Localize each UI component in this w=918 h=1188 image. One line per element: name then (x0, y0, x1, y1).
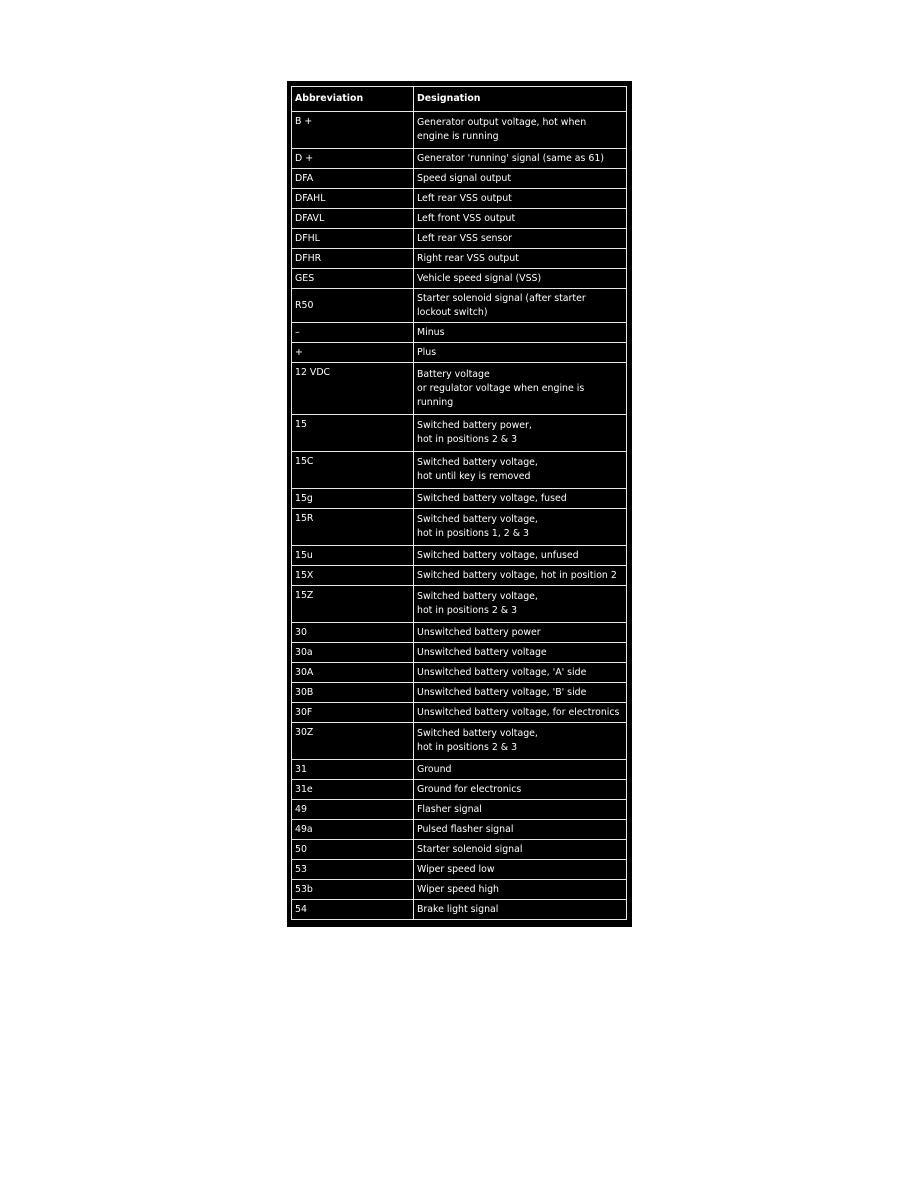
abbreviation-cell: 30F (292, 703, 414, 723)
designation-cell: Ground for electronics (414, 780, 627, 800)
table-row (292, 860, 627, 880)
abbreviation-cell: 15u (292, 546, 414, 566)
abbreviation-cell: R50 (292, 289, 414, 323)
abbreviation-cell: DFHR (292, 249, 414, 269)
designation-cell: Switched battery power, hot in positions 2 & 3 (414, 415, 627, 452)
designation-cell: Switched battery voltage, hot in position 2 (414, 566, 627, 586)
table-row (292, 112, 627, 149)
designation-cell: Switched battery voltage, hot in positions 1, 2 & 3 (414, 509, 627, 546)
abbreviation-cell: B + (292, 112, 414, 149)
abbreviation-cell: DFAVL (292, 209, 414, 229)
table-row (292, 229, 627, 249)
designation-cell: Vehicle speed signal (VSS) (414, 269, 627, 289)
abbreviation-cell: D + (292, 149, 414, 169)
designation-cell: Unswitched battery voltage, 'B' side (414, 683, 627, 703)
abbreviation-cell: 49 (292, 800, 414, 820)
designation-cell: Battery voltage or regulator voltage when engine is running (414, 363, 627, 415)
abbreviation-cell: 30 (292, 623, 414, 643)
designation-cell: Left front VSS output (414, 209, 627, 229)
abbreviation-cell: 49a (292, 820, 414, 840)
designation-cell: Switched battery voltage, fused (414, 489, 627, 509)
designation-cell: Left rear VSS output (414, 189, 627, 209)
abbreviation-cell: 53b (292, 880, 414, 900)
abbreviation-cell: DFHL (292, 229, 414, 249)
abbreviation-cell: – (292, 323, 414, 343)
table-row (292, 800, 627, 820)
designation-cell: Wiper speed low (414, 860, 627, 880)
abbreviation-cell: DFA (292, 169, 414, 189)
abbreviation-cell: 31 (292, 760, 414, 780)
designation-cell: Switched battery voltage, hot until key is removed (414, 452, 627, 489)
table-body (292, 112, 627, 920)
table-row (292, 780, 627, 800)
table-row (292, 546, 627, 566)
abbreviation-cell: 15g (292, 489, 414, 509)
table-row (292, 900, 627, 920)
abbreviation-cell: 15X (292, 566, 414, 586)
table-row (292, 566, 627, 586)
designation-cell: Plus (414, 343, 627, 363)
designation-cell: Switched battery voltage, hot in positions 2 & 3 (414, 586, 627, 623)
column-header-abbreviation: Abbreviation (292, 87, 414, 112)
abbreviation-cell: 53 (292, 860, 414, 880)
abbreviation-cell: 50 (292, 840, 414, 860)
abbreviation-cell: 31e (292, 780, 414, 800)
table-row (292, 249, 627, 269)
table-row (292, 760, 627, 780)
table-row (292, 683, 627, 703)
table-row (292, 723, 627, 760)
table-row (292, 209, 627, 229)
designation-cell: Generator 'running' signal (same as 61) (414, 149, 627, 169)
table-row (292, 663, 627, 683)
table-row (292, 415, 627, 452)
designation-cell: Left rear VSS sensor (414, 229, 627, 249)
table-row (292, 703, 627, 723)
abbreviation-cell: 15 (292, 415, 414, 452)
table-row (292, 452, 627, 489)
abbreviation-table (291, 86, 627, 920)
table-row (292, 880, 627, 900)
designation-cell: Pulsed flasher signal (414, 820, 627, 840)
designation-cell: Wiper speed high (414, 880, 627, 900)
table-row (292, 289, 627, 323)
designation-cell: Starter solenoid signal (after starter lockout switch) (414, 289, 627, 323)
abbreviation-cell: 54 (292, 900, 414, 920)
table-row (292, 149, 627, 169)
table-row (292, 343, 627, 363)
designation-cell: Switched battery voltage, unfused (414, 546, 627, 566)
designation-cell: Speed signal output (414, 169, 627, 189)
table-header-row (292, 87, 627, 112)
abbreviation-cell: 15Z (292, 586, 414, 623)
table-row (292, 643, 627, 663)
table-row (292, 269, 627, 289)
designation-cell: Switched battery voltage, hot in positions 2 & 3 (414, 723, 627, 760)
abbreviation-cell: 30Z (292, 723, 414, 760)
table-row (292, 489, 627, 509)
abbreviation-cell: DFAHL (292, 189, 414, 209)
designation-cell: Unswitched battery voltage, 'A' side (414, 663, 627, 683)
abbreviation-cell: 15C (292, 452, 414, 489)
table-row (292, 169, 627, 189)
table-row (292, 820, 627, 840)
designation-cell: Unswitched battery voltage, for electronics (414, 703, 627, 723)
table-row (292, 189, 627, 209)
designation-cell: Brake light signal (414, 900, 627, 920)
designation-cell: Generator output voltage, hot when engine is running (414, 112, 627, 149)
abbreviation-cell: + (292, 343, 414, 363)
designation-cell: Minus (414, 323, 627, 343)
designation-cell: Starter solenoid signal (414, 840, 627, 860)
table-row (292, 586, 627, 623)
scanned-table-image (287, 81, 632, 927)
table-row (292, 509, 627, 546)
table-row (292, 363, 627, 415)
table-row (292, 623, 627, 643)
abbreviation-cell: 12 VDC (292, 363, 414, 415)
abbreviation-cell: 30a (292, 643, 414, 663)
designation-cell: Flasher signal (414, 800, 627, 820)
designation-cell: Unswitched battery power (414, 623, 627, 643)
designation-cell: Right rear VSS output (414, 249, 627, 269)
table-row (292, 323, 627, 343)
designation-cell: Ground (414, 760, 627, 780)
abbreviation-cell: 15R (292, 509, 414, 546)
designation-cell: Unswitched battery voltage (414, 643, 627, 663)
abbreviation-cell: GES (292, 269, 414, 289)
abbreviation-cell: 30B (292, 683, 414, 703)
abbreviation-cell: 30A (292, 663, 414, 683)
table-row (292, 840, 627, 860)
column-header-designation: Designation (414, 87, 627, 112)
